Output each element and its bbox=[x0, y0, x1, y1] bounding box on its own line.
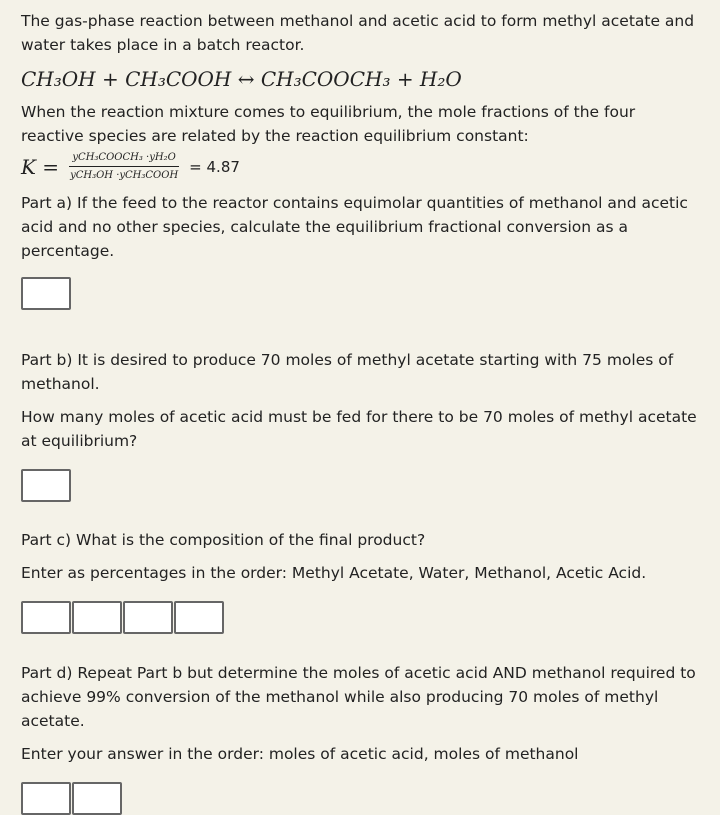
equilibrium-text: When the reaction mixture comes to equilibrium, the mole fractions of the four reactive species are related by the reaction equilibrium constant: bbox=[21, 103, 636, 145]
k-equation bbox=[21, 152, 699, 181]
methyl-acetate-input[interactable] bbox=[21, 601, 71, 634]
k-fraction bbox=[67, 152, 181, 181]
part-d-question: Enter your answer in the order: moles of acetic acid, moles of methanol bbox=[21, 745, 579, 763]
intro-text: The gas-phase reaction between methanol and acetic acid to form methyl acetate and water takes place in a batch reactor. bbox=[21, 12, 695, 54]
reaction-equation: CH₃OH + CH₃COOH ↔ CH₃COOCH₃ + H₂O bbox=[21, 67, 462, 91]
part-a-text: Part a) If the feed to the reactor contains equimolar quantities of methanol and acetic acid and no other species, calculate the equilibrium fractional conversion as a percentage. bbox=[21, 194, 688, 260]
k-value: = 4.87 bbox=[189, 157, 240, 176]
part-a-answer-input[interactable] bbox=[21, 277, 71, 310]
part-b-text: Part b) It is desired to produce 70 moles of methyl acetate starting with 75 moles of methanol. bbox=[21, 351, 674, 393]
part-c-text: Part c) What is the composition of the final product? bbox=[21, 531, 426, 549]
k-numerator: yCH₃COOCH₃ ·yH₂O bbox=[69, 152, 178, 167]
k-label: K = bbox=[21, 154, 60, 179]
part-b-answer-input[interactable] bbox=[21, 469, 71, 502]
part-c-question: Enter as percentages in the order: Methyl Acetate, Water, Methanol, Acetic Acid. bbox=[21, 564, 647, 582]
part-b-question: How many moles of acetic acid must be fed for there to be 70 moles of methyl acetate at equilibrium? bbox=[21, 408, 697, 450]
methanol-input[interactable] bbox=[123, 601, 173, 634]
k-denominator: yCH₃OH ·yCH₃COOH bbox=[70, 170, 179, 181]
part-d-text: Part d) Repeat Part b but determine the moles of acetic acid AND methanol required to achieve 99% conversion of the methanol while also producing 70 moles of methyl acetate. bbox=[21, 664, 696, 730]
acetic-acid-moles-input[interactable] bbox=[21, 782, 71, 815]
acetic-acid-input[interactable] bbox=[174, 601, 224, 634]
methanol-moles-input[interactable] bbox=[72, 782, 122, 815]
water-input[interactable] bbox=[72, 601, 122, 634]
